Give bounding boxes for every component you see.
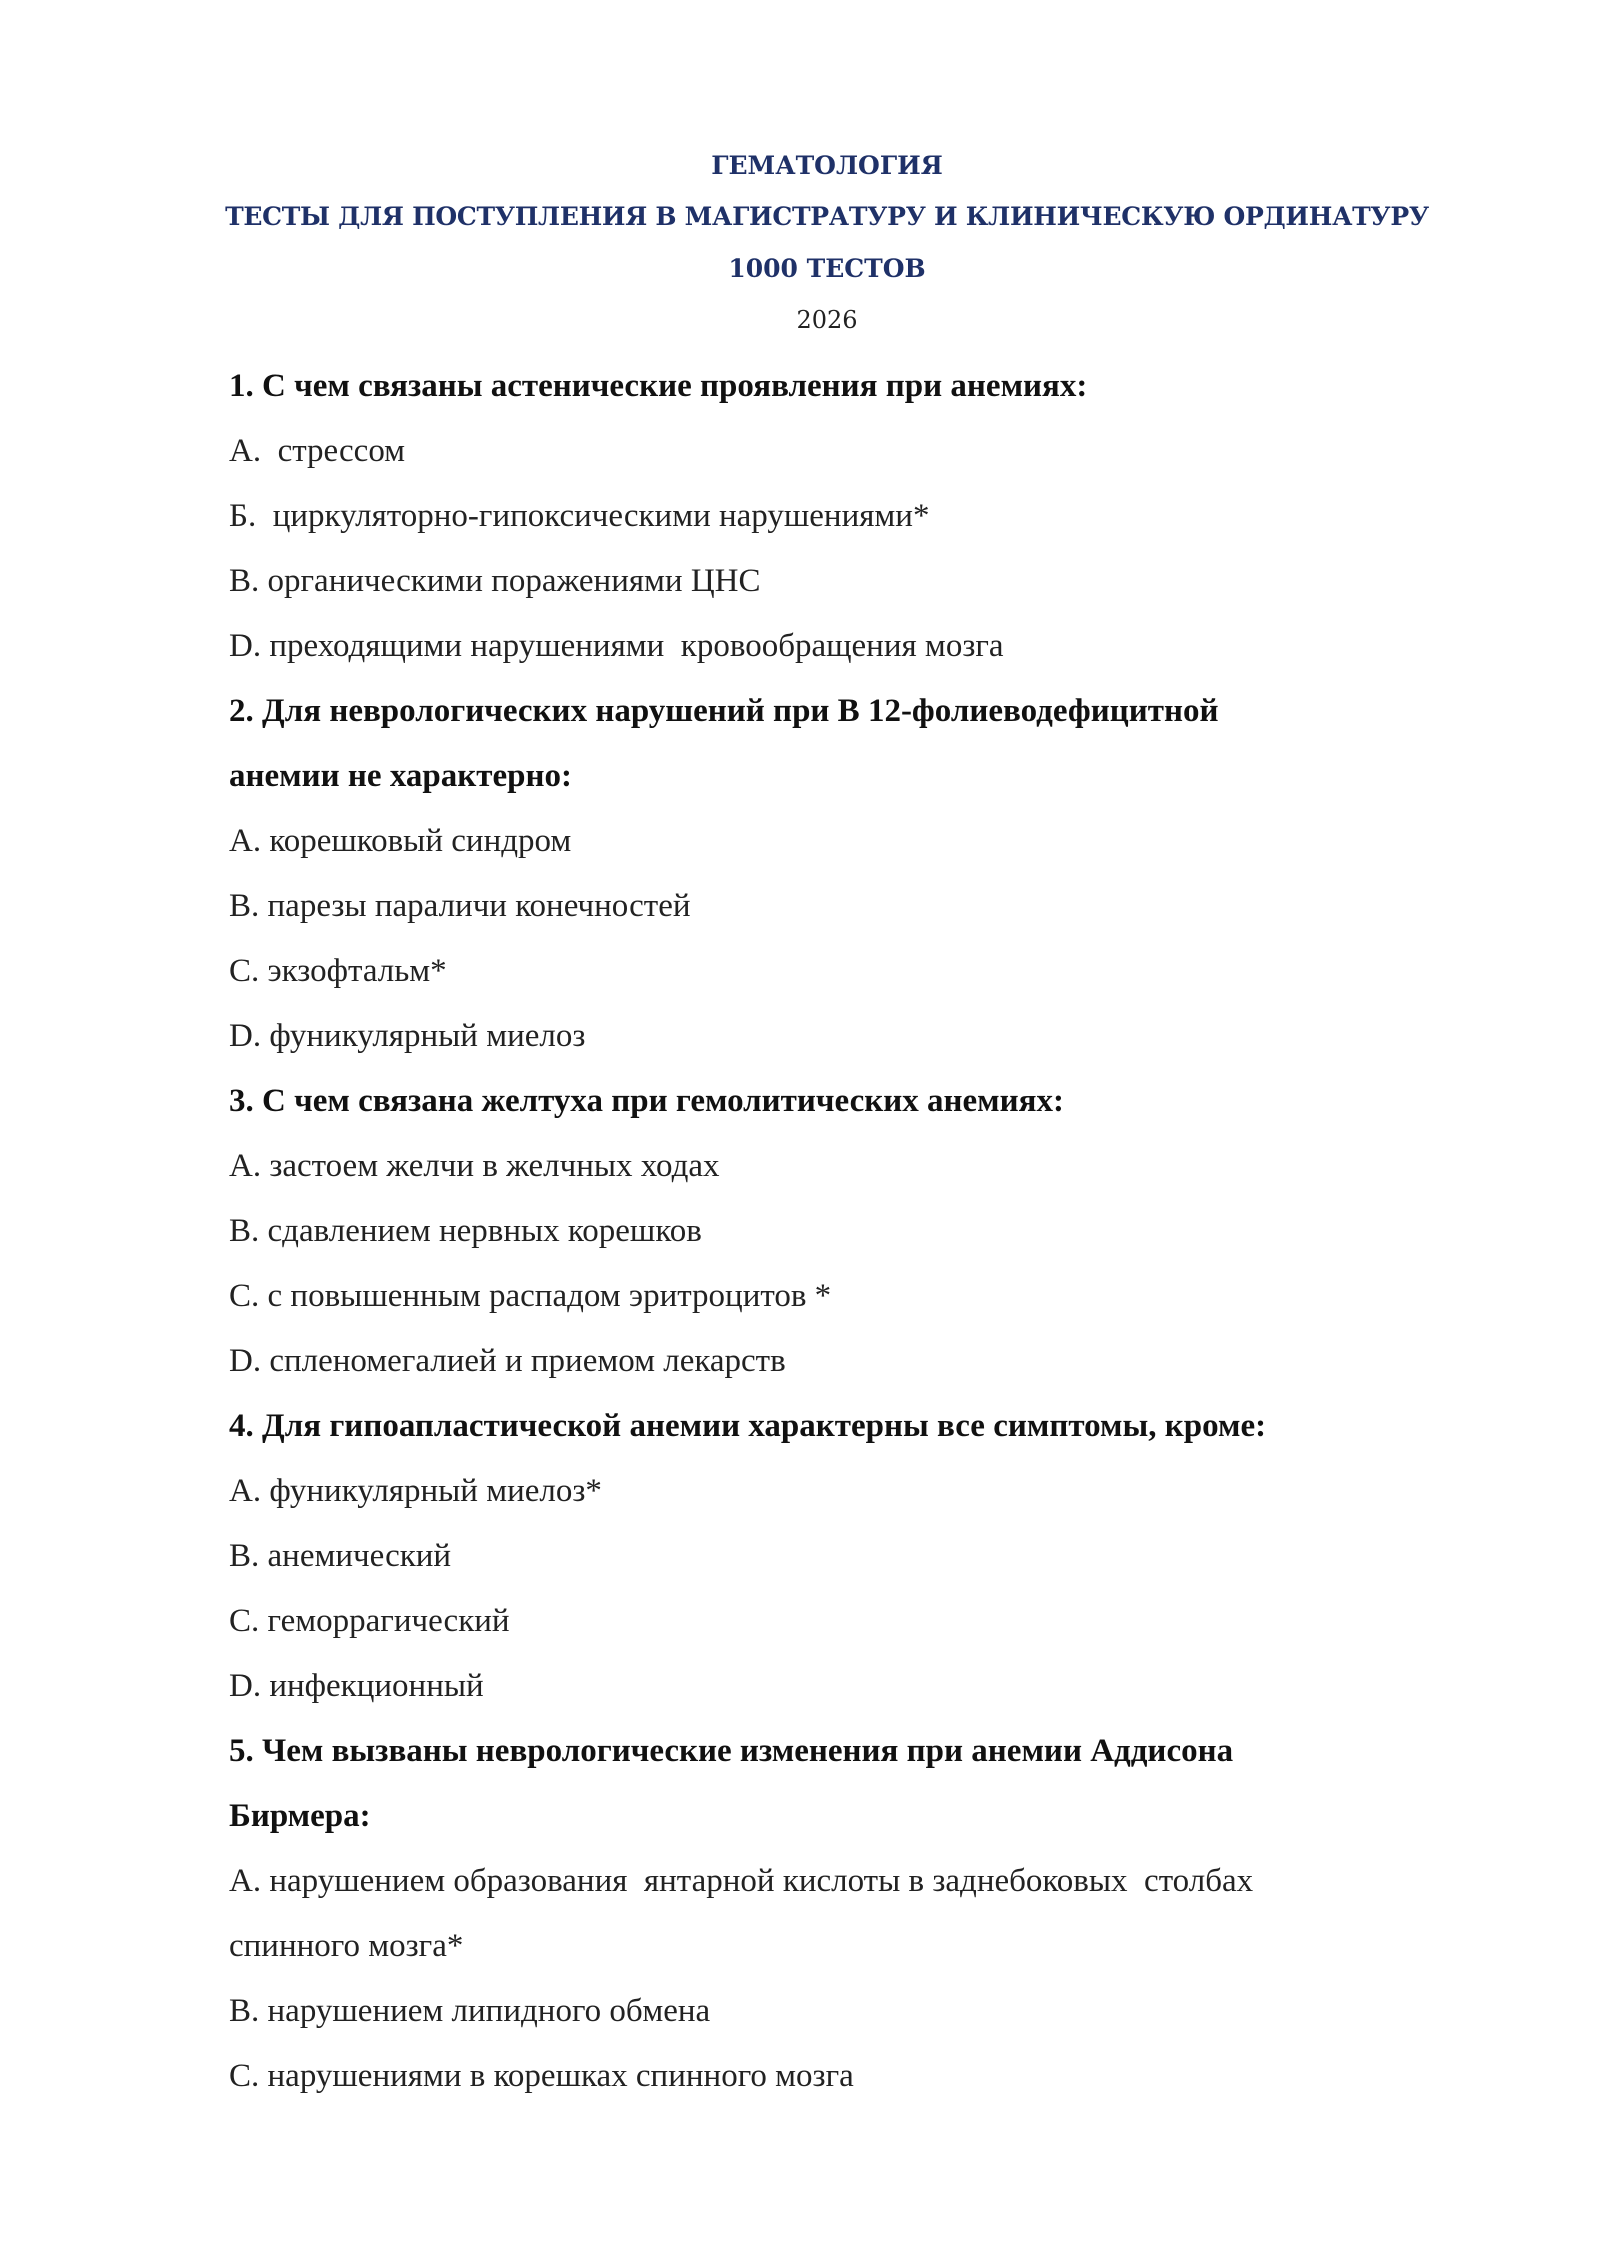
- questions-list: [229, 354, 1459, 2109]
- question-5-line-1: 5. Чем вызваны неврологические изменения при анемии Аддисона: [229, 1733, 1234, 1769]
- question-3-option-b: B. сдавлением нервных корешков: [229, 1213, 702, 1249]
- question-3-option-c: C. с повышенным распадом эритроцитов *: [229, 1278, 832, 1314]
- test-count: 1000 ТЕСТОВ: [728, 254, 926, 283]
- question-3-option-a: A. застоем желчи в желчных ходах: [229, 1148, 720, 1184]
- question-2-line-1: 2. Для неврологических нарушений при В 12-фолиеводефицитной: [229, 693, 1219, 729]
- question-2-option-b: B. парезы параличи конечностей: [229, 888, 691, 924]
- question-5-option-c: C. нарушениями в корешках спинного мозга: [229, 2058, 854, 2094]
- document-year: 2026: [796, 306, 858, 334]
- question-1-option-c: В. органическими поражениями ЦНС: [229, 563, 761, 599]
- question-5-option-a-continued: спинного мозга*: [229, 1928, 464, 1964]
- question-3: 3. С чем связана желтуха при гемолитических анемиях:: [229, 1083, 1064, 1119]
- question-2-option-d: D. фуникулярный миелоз: [229, 1018, 586, 1054]
- question-4: 4. Для гипоапластической анемии характерны все симптомы, кроме:: [229, 1408, 1267, 1444]
- question-4-option-d: D. инфекционный: [229, 1668, 484, 1704]
- question-4-option-a: A. фуникулярный миелоз*: [229, 1473, 602, 1509]
- document-subtitle: ТЕСТЫ ДЛЯ ПОСТУПЛЕНИЯ В МАГИСТРАТУРУ И КЛИНИЧЕСКУЮ ОРДИНАТУРУ: [225, 202, 1429, 231]
- question-4-option-c: C. геморрагический: [229, 1603, 510, 1639]
- question-2-option-a: A. корешковый синдром: [229, 823, 572, 859]
- question-2-line-2: анемии не характерно:: [229, 758, 572, 794]
- question-1-option-a: А. стрессом: [229, 433, 406, 469]
- question-4-option-b: B. анемический: [229, 1538, 452, 1574]
- question-3-option-d: D. спленомегалией и приемом лекарств: [229, 1343, 786, 1379]
- question-5-line-2: Бирмера:: [229, 1798, 371, 1834]
- question-2-option-c: C. экзофтальм*: [229, 953, 447, 989]
- question-1: 1. С чем связаны астенические проявления при анемиях:: [229, 368, 1088, 404]
- question-1-option-d: D. преходящими нарушениями кровообращения мозга: [229, 628, 1004, 664]
- question-1-option-b: Б. циркуляторно-гипоксическими нарушениями*: [229, 498, 930, 534]
- question-5-option-b: B. нарушением липидного обмена: [229, 1993, 711, 2029]
- question-5-option-a: A. нарушением образования янтарной кислоты в заднебоковых столбах: [229, 1863, 1254, 1899]
- document-title: ГЕМАТОЛОГИЯ: [711, 151, 943, 180]
